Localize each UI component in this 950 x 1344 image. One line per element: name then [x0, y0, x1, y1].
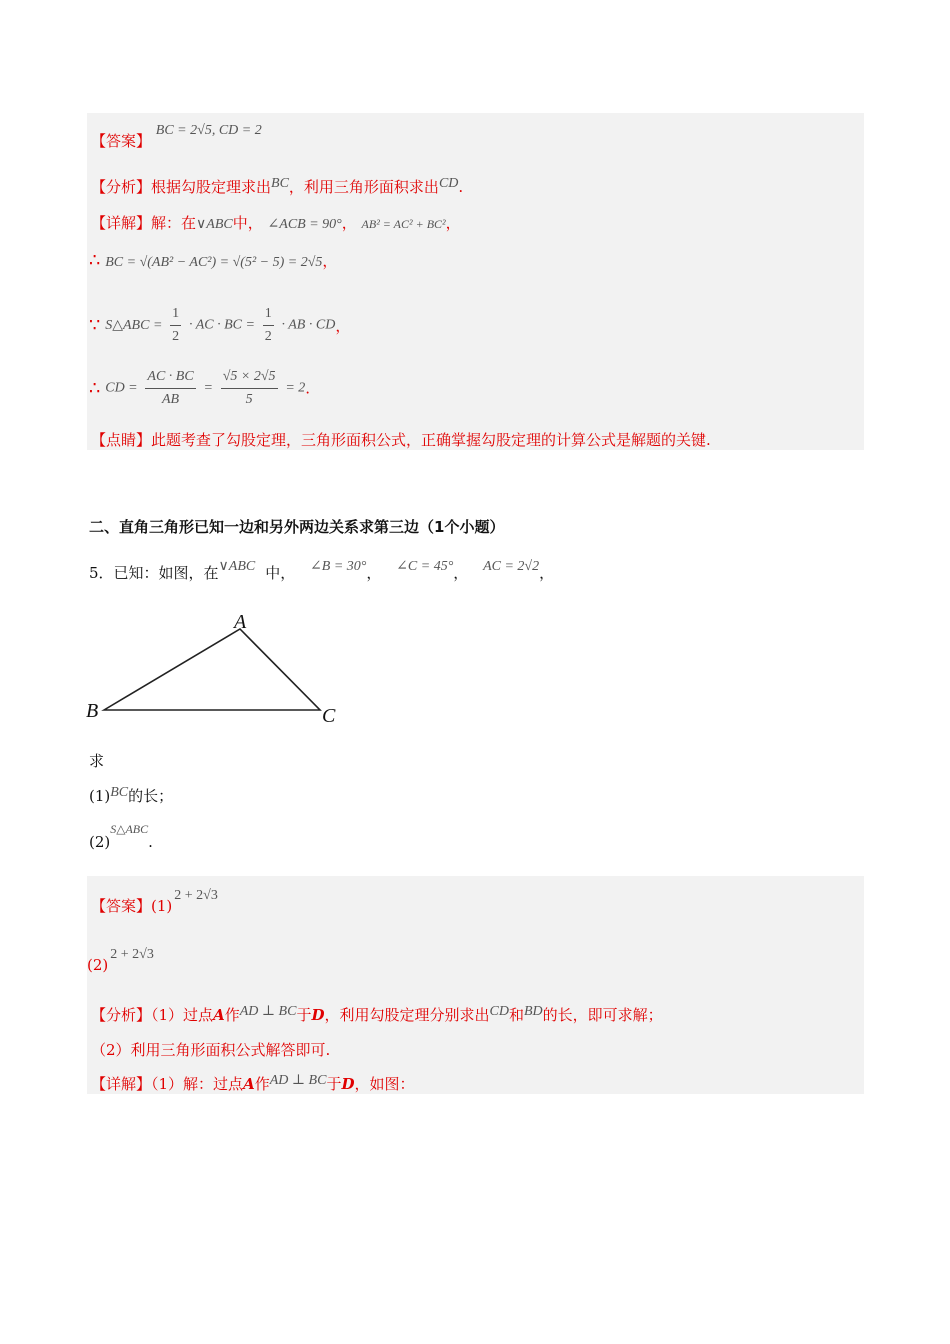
triangle-figure — [80, 608, 350, 733]
analysis-1e: 和 — [508, 1006, 524, 1024]
section-heading: 二、直角三角形已知一边和另外两边关系求第三边（1个小题） — [89, 518, 505, 536]
angle-b: ∠B = 30° — [310, 559, 367, 574]
stem-text-1: 5．已知：如图，在 — [89, 564, 219, 582]
q4-bc-calc-line — [89, 250, 337, 271]
detail-1a: （1）解：过点 — [151, 1075, 244, 1093]
vertex-label-b: B — [86, 700, 99, 722]
area-lhs: S△ABC = — [105, 318, 163, 333]
area-mid-1: · AC · BC = — [188, 317, 255, 333]
stem-end: ， — [539, 564, 555, 582]
analysis-cd: CD — [438, 176, 459, 191]
point-a: A — [243, 1075, 255, 1093]
part-2-number: (2) — [89, 833, 111, 851]
half-denominator: 2 — [172, 329, 180, 344]
stem-triangle: ∨ABC — [218, 559, 256, 574]
detail-triangle: ∨ABC — [196, 217, 233, 232]
vertex-label-c: C — [322, 705, 336, 727]
area-end: ， — [335, 317, 351, 335]
detail-text-2: 中， — [232, 214, 263, 232]
answer-math: BC = 2√5, CD = 2 — [155, 123, 262, 138]
part-1-math: BC — [110, 785, 129, 800]
fraction-cd-2 — [221, 366, 278, 411]
detail-end: ， — [445, 214, 461, 232]
q4-area-line — [89, 303, 350, 348]
ad-perp-bc: AD ⊥ BC — [269, 1073, 327, 1088]
vertex-label-a: A — [234, 611, 247, 633]
ac-value: AC = 2√2 — [483, 559, 540, 574]
cd-numerator-1: AC · BC — [145, 366, 195, 389]
part-2-end: . — [148, 833, 153, 851]
detail-1b: 作 — [254, 1075, 270, 1093]
a5-answer-line-1 — [91, 888, 218, 916]
detail-tag: 【详解】 — [91, 1075, 152, 1093]
answer-2-number: (2) — [87, 956, 109, 974]
cd-numerator-2: √5 × 2√5 — [221, 366, 278, 389]
point-d: D — [341, 1075, 355, 1093]
part-1-number: (1) — [89, 787, 111, 805]
part-2-math: S△ABC — [110, 822, 149, 836]
cd-denominator-2: 5 — [245, 392, 253, 407]
analysis-1f: 的长，即可求解； — [542, 1006, 663, 1024]
cd-lhs: CD = — [105, 380, 138, 396]
comment-tag: 【点睛】 — [91, 431, 152, 449]
detail-angle: ∠ACB = 90° — [267, 217, 342, 232]
point-a: A — [213, 1006, 225, 1024]
answer-2-math: 2 + 2√3 — [110, 947, 154, 962]
a5-detail-line — [91, 1073, 414, 1094]
fraction-cd-1 — [145, 366, 195, 411]
q4-detail-line — [91, 212, 461, 233]
q4-cd-line — [89, 366, 310, 411]
area-mid-2: · AB · CD — [281, 317, 336, 333]
analysis-1c: 于 — [296, 1006, 312, 1024]
bc-end: ， — [322, 252, 338, 270]
comma: ， — [453, 564, 469, 582]
cd-eq: = — [203, 380, 213, 396]
q4-analysis-line — [91, 176, 463, 197]
fraction-half-2 — [263, 303, 274, 348]
fraction-half-1 — [170, 303, 181, 348]
analysis-tag: 【分析】 — [91, 1006, 152, 1024]
bc-calculation: BC = √(AB² − AC²) = √(5² − 5) = 2√5 — [105, 255, 323, 270]
analysis-text: 根据勾股定理求出 — [151, 178, 272, 196]
analysis-1d: ，利用勾股定理分别求出 — [324, 1006, 490, 1024]
a5-analysis-line-1 — [91, 1004, 663, 1025]
stem-text-2: 中， — [265, 564, 296, 582]
cd-rhs: = 2 — [285, 380, 306, 396]
analysis-end: . — [458, 178, 464, 196]
ask-text: 求 — [89, 752, 105, 770]
q4-answer-line — [91, 123, 262, 151]
detail-tag: 【详解】 — [91, 214, 152, 232]
q4-comment-line — [91, 429, 711, 450]
detail-sep: ， — [341, 214, 357, 232]
half-numerator: 1 — [263, 303, 274, 326]
detail-pythagoras: AB² = AC² + BC² — [361, 217, 446, 231]
answer-1-math: 2 + 2√3 — [174, 888, 218, 903]
angle-c: ∠C = 45° — [396, 559, 454, 574]
answer-tag: 【答案】 — [91, 132, 152, 150]
cd-end: . — [305, 379, 311, 398]
analysis-tag: 【分析】 — [91, 178, 152, 196]
detail-text-1: 解：在 — [151, 214, 197, 232]
segment-cd: CD — [489, 1004, 509, 1019]
a5-answer-line-2 — [87, 947, 154, 975]
detail-1c: 于 — [326, 1075, 342, 1093]
analysis-1b: 作 — [224, 1006, 240, 1024]
detail-1d: ，如图： — [354, 1075, 415, 1093]
half-numerator: 1 — [170, 303, 181, 326]
half-denominator: 2 — [264, 329, 272, 344]
point-d: D — [311, 1006, 325, 1024]
comma: ， — [366, 564, 382, 582]
triangle-abc — [104, 629, 320, 710]
a5-analysis-line-2: （2）利用三角形面积公式解答即可. — [91, 1041, 331, 1059]
comment-text: 此题考查了勾股定理，三角形面积公式，正确掌握勾股定理的计算公式是解题的关键. — [151, 431, 711, 449]
because-symbol: ∵ — [89, 315, 101, 336]
part-1-line — [89, 785, 173, 806]
ad-perp-bc: AD ⊥ BC — [239, 1004, 297, 1019]
segment-bd: BD — [523, 1004, 543, 1019]
analysis-1a: （1）过点 — [151, 1006, 214, 1024]
therefore-symbol: ∴ — [89, 378, 101, 399]
analysis-mid: ，利用三角形面积求出 — [288, 178, 439, 196]
q5-stem-line — [89, 559, 555, 583]
part-1-text: 的长； — [128, 787, 174, 805]
cd-denominator-1: AB — [162, 392, 180, 407]
therefore-symbol: ∴ — [89, 250, 101, 271]
analysis-bc: BC — [271, 176, 289, 191]
answer-1-number: (1) — [151, 897, 173, 915]
answer-tag: 【答案】 — [91, 897, 152, 915]
